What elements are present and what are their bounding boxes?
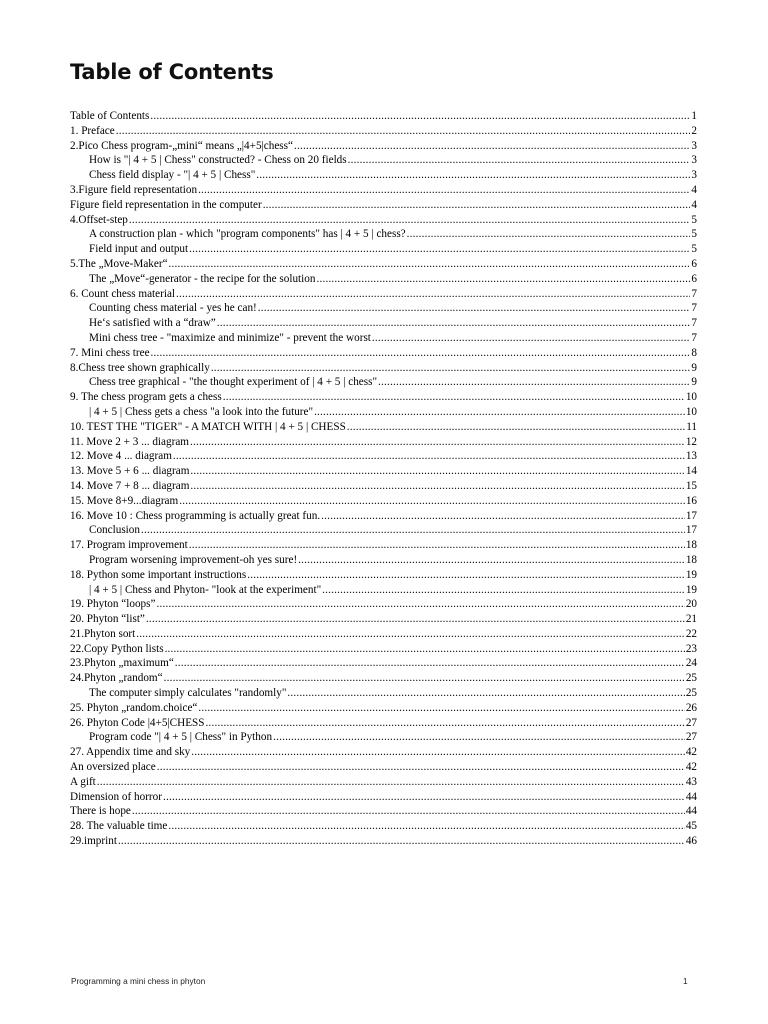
toc-entry[interactable] [70, 804, 697, 819]
toc-dot-leader [263, 198, 691, 213]
toc-dot-leader [151, 346, 691, 361]
toc-entry-page-number: 5 [691, 243, 697, 256]
toc-entry-page-number: 13 [685, 450, 697, 463]
toc-entry-page-number: 9 [691, 361, 697, 374]
toc-entry[interactable] [70, 405, 697, 420]
toc-entry-label: 13. Move 5 + 6 ... diagram [70, 465, 190, 478]
toc-entry-page-number: 19 [685, 583, 697, 596]
toc-entry-label: Figure field representation in the computer [70, 198, 262, 211]
toc-dot-leader [294, 139, 690, 154]
footer-document-title: Programming a mini chess in phyton [71, 976, 206, 986]
toc-entry[interactable] [70, 227, 697, 242]
toc-dot-leader [169, 257, 691, 272]
toc-entry-label: 1. Preface [70, 124, 115, 137]
toc-dot-leader [258, 301, 691, 316]
toc-entry[interactable] [70, 775, 697, 790]
toc-dot-leader [347, 420, 685, 435]
toc-entry[interactable] [70, 109, 697, 124]
toc-entry-label: A construction plan - which "program components" has | 4 + 5 | chess? [89, 228, 406, 241]
toc-entry-label: Program worsening improvement-oh yes sure! [89, 553, 298, 566]
toc-entry-label: An oversized place [70, 761, 156, 774]
toc-entry[interactable] [70, 583, 697, 598]
toc-entry-label: Chess tree graphical - "the thought experiment of | 4 + 5 | chess" [89, 376, 378, 389]
toc-dot-leader [97, 775, 685, 790]
toc-entry-page-number: 3 [691, 169, 697, 182]
toc-entry-label: The „Move“-generator - the recipe for the solution [89, 272, 316, 285]
toc-entry[interactable] [70, 272, 697, 287]
page-title: Table of Contents [70, 60, 274, 84]
toc-entry[interactable] [70, 612, 697, 627]
toc-entry-label: Conclusion [89, 524, 140, 537]
toc-entry-page-number: 21 [685, 613, 697, 626]
toc-dot-leader [273, 730, 685, 745]
toc-dot-leader [321, 509, 685, 524]
toc-entry[interactable] [70, 242, 697, 257]
toc-entry-page-number: 17 [685, 509, 697, 522]
toc-dot-leader [146, 612, 685, 627]
toc-dot-leader [206, 716, 685, 731]
toc-entry-page-number: 44 [685, 805, 697, 818]
toc-entry-page-number: 16 [685, 494, 697, 507]
toc-entry-page-number: 18 [685, 539, 697, 552]
toc-entry[interactable] [70, 745, 697, 760]
toc-entry-label: Chess field display - "| 4 + 5 | Chess" [89, 169, 256, 182]
toc-entry-label: 26. Phyton Code |4+5|CHESS [70, 716, 205, 729]
toc-entry[interactable] [70, 331, 697, 346]
toc-dot-leader [150, 109, 690, 124]
toc-entry[interactable] [70, 361, 697, 376]
toc-entry-page-number: 46 [685, 835, 697, 848]
toc-entry-page-number: 8 [691, 346, 697, 359]
toc-entry-page-number: 20 [685, 598, 697, 611]
toc-entry-label: There is hope [70, 805, 131, 818]
toc-dot-leader [314, 405, 685, 420]
toc-entry-label: 12. Move 4 ... diagram [70, 450, 172, 463]
toc-entry-label: The computer simply calculates "randomly" [89, 687, 287, 700]
toc-dot-leader [163, 790, 685, 805]
toc-entry-label: 6. Count chess material [70, 287, 176, 300]
toc-entry[interactable] [70, 553, 697, 568]
toc-entry[interactable] [70, 627, 697, 642]
toc-entry-label: Field input and output [89, 243, 189, 256]
toc-entry-page-number: 27 [685, 731, 697, 744]
toc-entry-label: He‘s satisfied with a “draw” [89, 317, 216, 330]
toc-dot-leader [190, 479, 684, 494]
toc-entry-page-number: 7 [691, 331, 697, 344]
toc-entry-label: 22.Copy Python lists [70, 642, 164, 655]
toc-entry-label: 15. Move 8+9...diagram [70, 494, 179, 507]
toc-dot-leader [164, 671, 685, 686]
toc-entry-page-number: 11 [686, 420, 697, 433]
toc-entry-page-number: 17 [685, 524, 697, 537]
toc-entry-page-number: 6 [691, 257, 697, 270]
toc-entry-page-number: 2 [691, 124, 697, 137]
toc-entry-label: 3.Figure field representation [70, 183, 198, 196]
toc-entry[interactable] [70, 509, 697, 524]
toc-entry-page-number: 5 [691, 213, 697, 226]
toc-entry-label: 5.The „Move-Maker“ [70, 257, 168, 270]
toc-entry-label: 19. Phyton “loops” [70, 598, 156, 611]
toc-entry[interactable] [70, 124, 697, 139]
toc-dot-leader [116, 124, 691, 139]
toc-entry-label: 29.imprint [70, 835, 117, 848]
toc-entry[interactable] [70, 287, 697, 302]
toc-entry[interactable] [70, 213, 697, 228]
toc-dot-leader [190, 464, 684, 479]
toc-entry-page-number: 4 [691, 183, 697, 196]
toc-entry[interactable] [70, 420, 697, 435]
toc-dot-leader [223, 390, 685, 405]
toc-entry[interactable] [70, 449, 697, 464]
toc-entry-page-number: 25 [685, 672, 697, 685]
toc-dot-leader [217, 316, 691, 331]
toc-entry-page-number: 12 [685, 435, 697, 448]
toc-entry-label: 25. Phyton „random.choice“ [70, 701, 198, 714]
toc-entry-label: Dimension of horror [70, 790, 162, 803]
toc-entry-label: Mini chess tree - "maximize and minimize" - prevent the worst [89, 331, 371, 344]
toc-entry-page-number: 25 [685, 687, 697, 700]
toc-entry-label: 11. Move 2 + 3 ... diagram [70, 435, 189, 448]
toc-entry-page-number: 26 [685, 701, 697, 714]
toc-entry-page-number: 15 [685, 479, 697, 492]
toc-entry-label: 24.Phyton „random“ [70, 672, 163, 685]
toc-entry[interactable] [70, 139, 697, 154]
toc-entry-label: Table of Contents [70, 110, 150, 122]
toc-dot-leader [316, 272, 690, 287]
toc-dot-leader [322, 583, 685, 598]
toc-entry-label: 7. Mini chess tree [70, 346, 150, 359]
toc-dot-leader [378, 375, 690, 390]
toc-entry-label: 8.Chess tree shown graphically [70, 361, 210, 374]
toc-entry[interactable] [70, 168, 697, 183]
toc-entry[interactable] [70, 464, 697, 479]
toc-dot-leader [179, 494, 685, 509]
toc-entry-label: 17. Program improvement [70, 539, 188, 552]
toc-dot-leader [211, 361, 691, 376]
toc-entry[interactable] [70, 760, 697, 775]
toc-entry-page-number: 45 [685, 820, 697, 833]
toc-entry-page-number: 42 [685, 746, 697, 759]
toc-entry-label: 4.Offset-step [70, 213, 128, 226]
toc-entry-page-number: 22 [685, 627, 697, 640]
toc-entry-page-number: 42 [685, 761, 697, 774]
toc-entry-label: 21.Phyton sort [70, 627, 136, 640]
toc-entry-page-number: 14 [685, 465, 697, 478]
toc-entry-label: 18. Python some important instructions [70, 568, 247, 581]
toc-entry-label: 28. The valuable time [70, 820, 168, 833]
toc-entry[interactable] [70, 523, 697, 538]
toc-dot-leader [118, 834, 685, 849]
toc-entry[interactable] [70, 642, 697, 657]
toc-entry-page-number: 3 [691, 139, 697, 152]
toc-dot-leader [247, 568, 685, 583]
toc-entry[interactable] [70, 183, 697, 198]
toc-entry[interactable] [70, 479, 697, 494]
toc-dot-leader [190, 435, 685, 450]
toc-entry[interactable] [70, 568, 697, 583]
toc-dot-leader [165, 642, 685, 657]
toc-entry[interactable] [70, 834, 697, 849]
toc-entry-label: 14. Move 7 + 8 ... diagram [70, 479, 190, 492]
toc-dot-leader [256, 168, 690, 183]
toc-dot-leader [372, 331, 691, 346]
toc-entry[interactable] [70, 494, 697, 509]
toc-dot-leader [407, 227, 691, 242]
toc-entry[interactable] [70, 301, 697, 316]
toc-entry-label: | 4 + 5 | Chess and Phyton- "look at the experiment" [89, 583, 322, 596]
toc-dot-leader [129, 213, 691, 228]
toc-entry[interactable] [70, 701, 697, 716]
toc-entry[interactable] [70, 730, 697, 745]
toc-dot-leader [298, 553, 685, 568]
toc-dot-leader [141, 523, 685, 538]
toc-entry[interactable] [70, 671, 697, 686]
toc-entry-page-number: 7 [691, 302, 697, 315]
toc-entry[interactable] [70, 257, 697, 272]
toc-entry-label: How is "| 4 + 5 | Chess" constructed? - Chess on 20 fields [89, 154, 347, 167]
toc-entry-label: 10. TEST THE "TIGER" - A MATCH WITH | 4 + 5 | CHESS [70, 420, 346, 433]
toc-dot-leader [189, 242, 690, 257]
toc-entry[interactable] [70, 346, 697, 361]
toc-entry[interactable] [70, 538, 697, 553]
toc-dot-leader [175, 656, 685, 671]
toc-dot-leader [156, 597, 684, 612]
toc-entry-label: 27. Appendix time and sky [70, 746, 191, 759]
toc-entry[interactable] [70, 153, 697, 168]
toc-entry[interactable] [70, 198, 697, 213]
toc-dot-leader [132, 804, 685, 819]
toc-entry-label: 2.Pico Chess program-„mini“ means „|4+5|chess“ [70, 139, 293, 152]
toc-entry-page-number: 44 [685, 790, 697, 803]
toc-entry-page-number: 43 [685, 775, 697, 788]
toc-entry-page-number: 6 [691, 272, 697, 285]
footer-page-number: 1 [683, 976, 688, 986]
toc-entry[interactable] [70, 435, 697, 450]
toc-entry-page-number: 5 [691, 228, 697, 241]
toc-entry-page-number: 10 [685, 405, 697, 418]
toc-dot-leader [198, 701, 684, 716]
toc-dot-leader [176, 287, 690, 302]
toc-dot-leader [348, 153, 691, 168]
toc-entry-label: 23.Phyton „maximum“ [70, 657, 174, 670]
toc-entry[interactable] [70, 686, 697, 701]
toc-dot-leader [189, 538, 685, 553]
toc-entry-page-number: 10 [685, 391, 697, 404]
toc-dot-leader [287, 686, 684, 701]
toc-dot-leader [157, 760, 685, 775]
toc-entry[interactable] [70, 819, 697, 834]
toc-entry-page-number: 3 [691, 154, 697, 167]
toc-entry-label: A gift [70, 775, 96, 788]
toc-entry-label: | 4 + 5 | Chess gets a chess "a look into the future" [89, 405, 314, 418]
toc-entry-page-number: 24 [685, 657, 697, 670]
toc-dot-leader [136, 627, 685, 642]
toc-entry-label: 20. Phyton “list” [70, 613, 145, 626]
toc-entry-label: Counting chess material - yes he can! [89, 302, 257, 315]
toc-entry-label: Program code "| 4 + 5 | Chess" in Python [89, 731, 273, 744]
toc-entry-page-number: 19 [685, 568, 697, 581]
toc-entry-page-number: 27 [685, 716, 697, 729]
toc-entry[interactable] [70, 390, 697, 405]
toc-dot-leader [168, 819, 684, 834]
toc-entry-page-number: 4 [691, 198, 697, 211]
toc-entry-label: 9. The chess program gets a chess [70, 391, 222, 404]
toc-entry-page-number: 1 [691, 110, 697, 122]
toc-entry[interactable] [70, 790, 697, 805]
toc-entry[interactable] [70, 316, 697, 331]
toc-entry-page-number: 18 [685, 553, 697, 566]
toc-entry[interactable] [70, 716, 697, 731]
table-of-contents [70, 109, 697, 849]
toc-entry[interactable] [70, 375, 697, 390]
toc-entry-label: 16. Move 10 : Chess programming is actually great fun. [70, 509, 321, 522]
toc-dot-leader [191, 745, 685, 760]
toc-entry-page-number: 9 [691, 376, 697, 389]
toc-entry-page-number: 7 [691, 287, 697, 300]
toc-entry[interactable] [70, 656, 697, 671]
toc-dot-leader [173, 449, 685, 464]
toc-entry[interactable] [70, 597, 697, 612]
toc-entry-page-number: 23 [685, 642, 697, 655]
toc-dot-leader [198, 183, 690, 198]
toc-entry-page-number: 7 [691, 317, 697, 330]
